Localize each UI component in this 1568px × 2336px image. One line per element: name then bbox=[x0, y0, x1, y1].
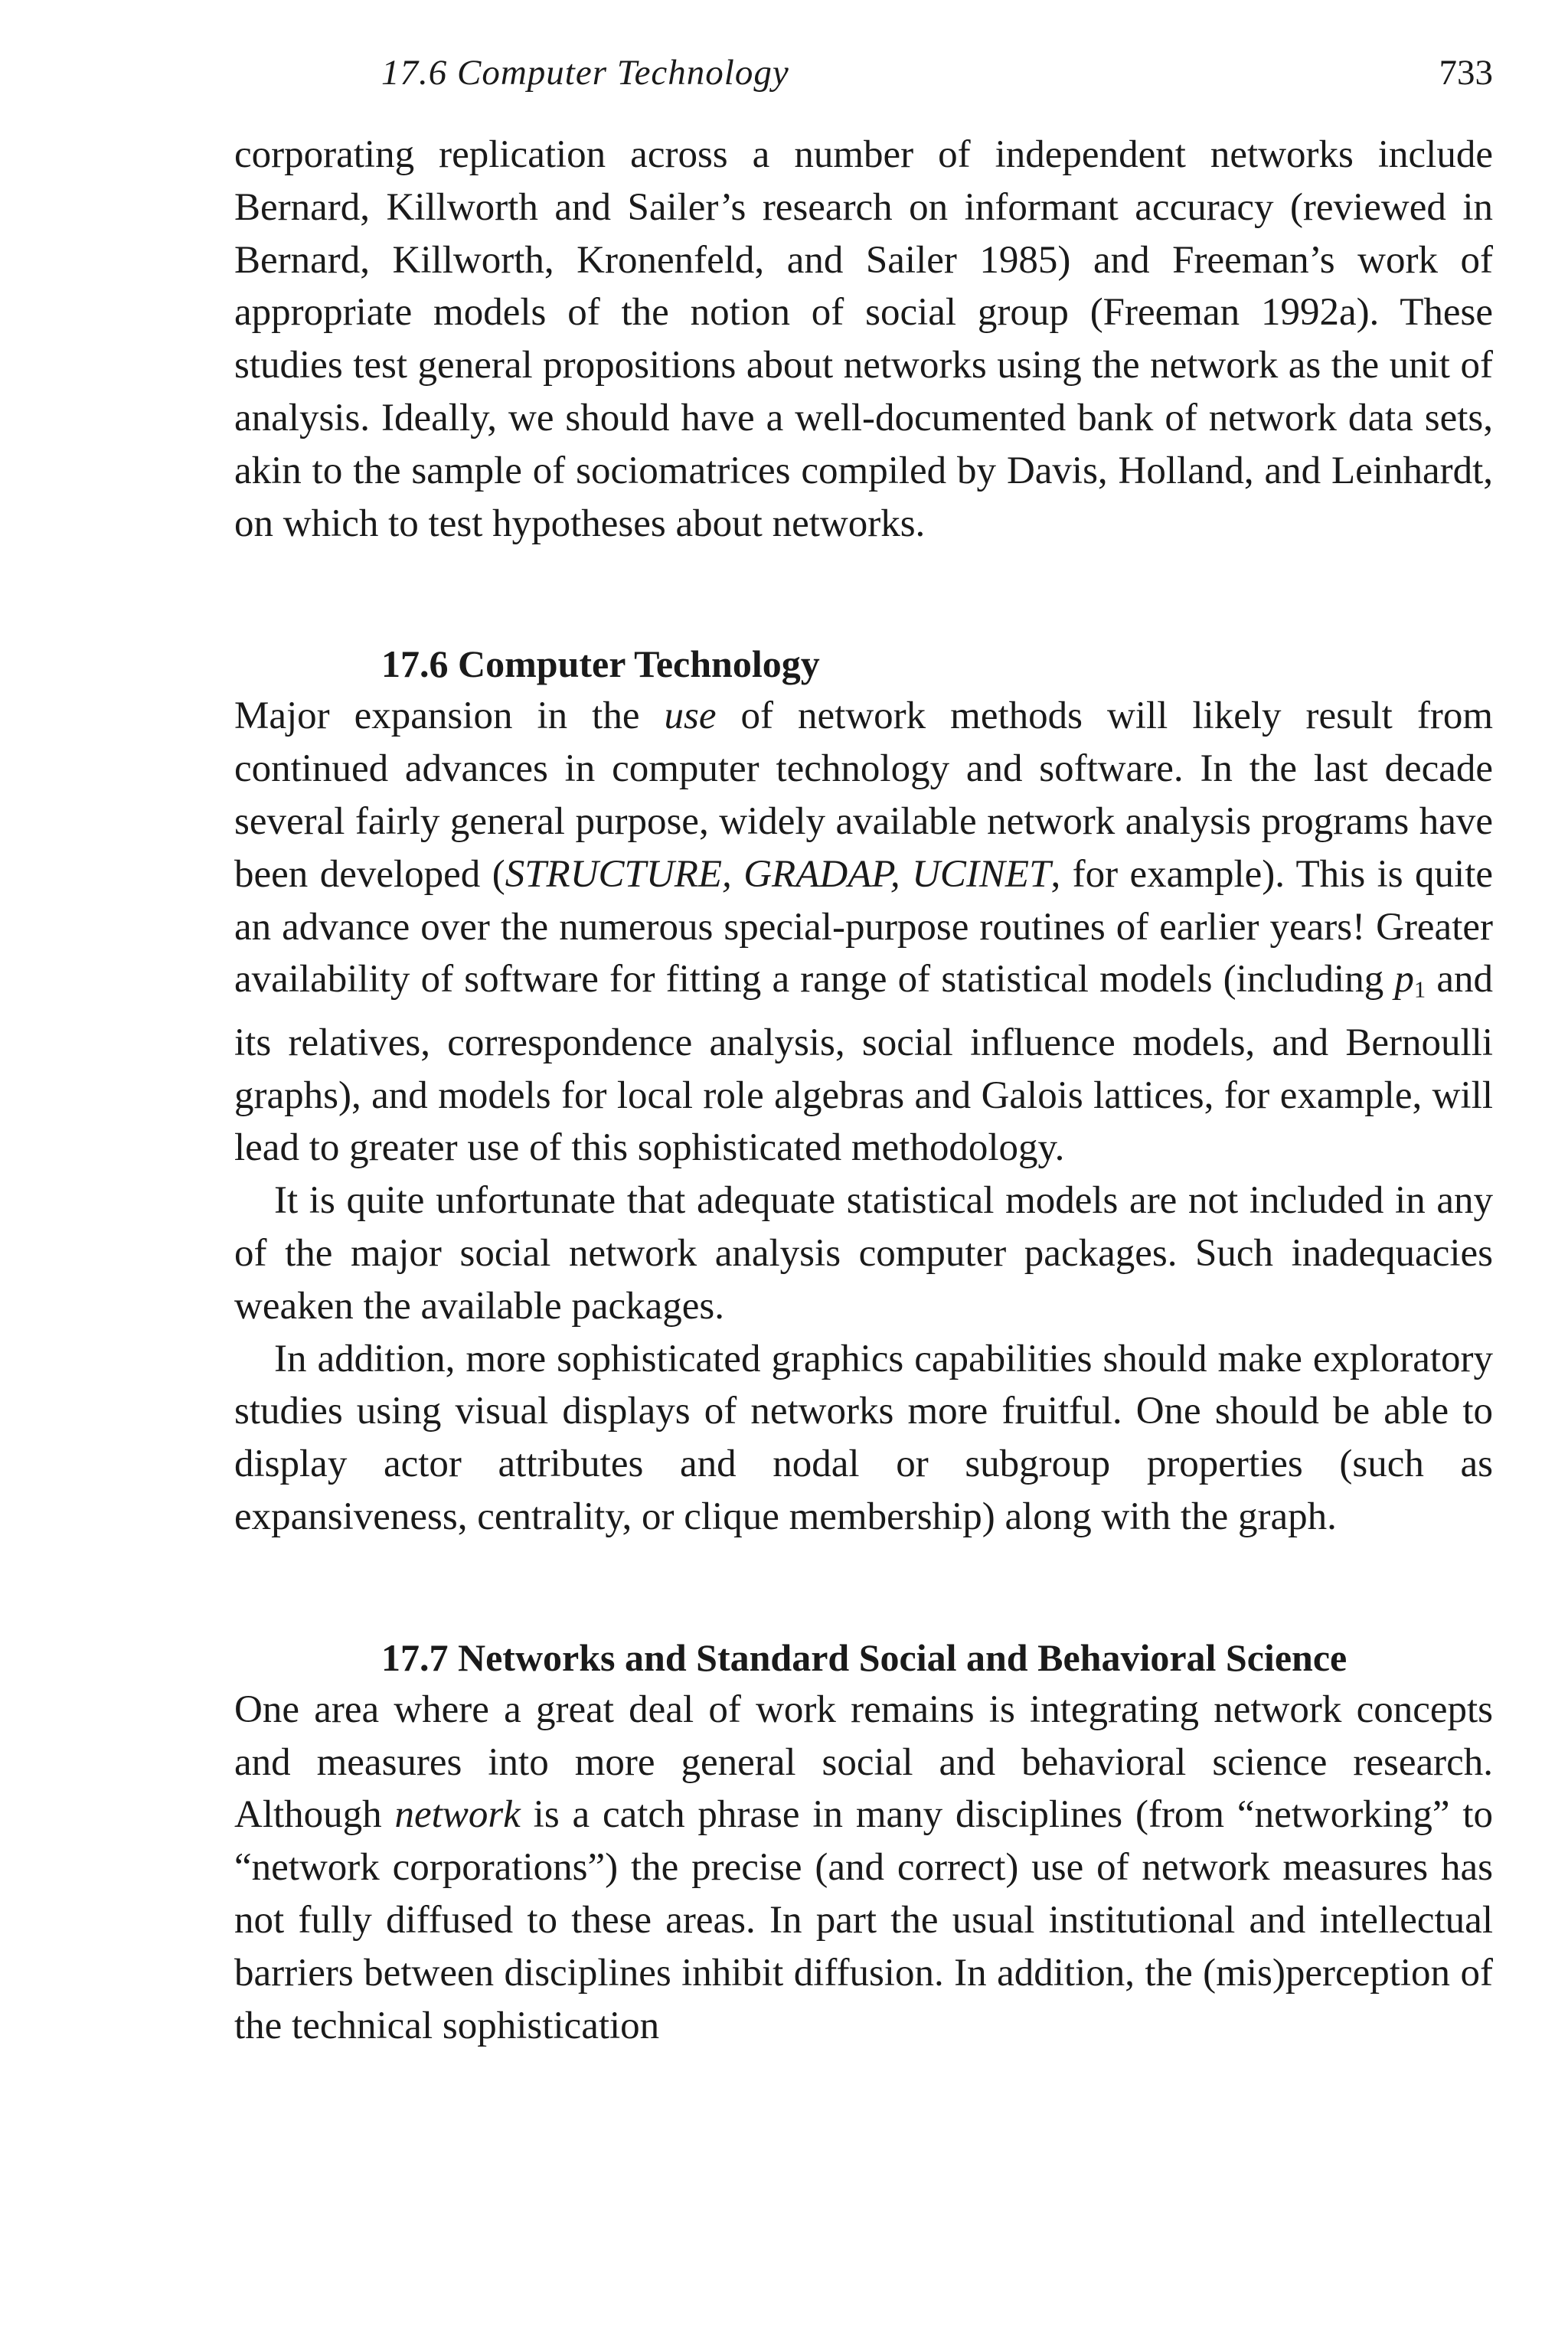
paragraph-text: Major expansion in the bbox=[234, 694, 665, 738]
p1-subscript: 1 bbox=[1413, 977, 1426, 1003]
program-names: STRUCTURE, GRADAP, UCINET bbox=[505, 852, 1051, 896]
section-heading-17-6: 17.6 Computer Technology bbox=[381, 642, 820, 686]
paragraph-text: One area where a great deal of work remains is integrating network concepts and measures into more general social and behavioral science research. Although bbox=[234, 1687, 1493, 1837]
computer-technology-paragraph-1 bbox=[234, 690, 1493, 1175]
emphasis-use: use bbox=[664, 694, 717, 738]
section-heading-17-7: 17.7 Networks and Standard Social and Behavioral Science bbox=[381, 1635, 1348, 1679]
section-gap bbox=[234, 550, 1493, 638]
computer-technology-paragraph-3: In addition, more sophisticated graphics capabilities should make exploratory studies using visual displays of networks more fruitful. One should be able to display actor attributes and nodal or subgroup properties (such as expansiveness, centrality, or clique membership) along with the graph. bbox=[234, 1337, 1493, 1538]
intro-paragraph: corporating replication across a number of independent networks include Bernard, Killworth and Sailer’s research on informant accuracy (reviewed in Bernard, Killworth, Kronenfeld, and Sailer 1985) and Freeman’s work of appropriate models of the notion of social group (Freeman 1992a). These studies test general propositions about networks using the network as the unit of analysis. Ideally, we should have a well-documented bank of network data sets, akin to the sample of sociomatrices compiled by Davis, Holland, and Leinhardt, on which to test hypotheses about networks. bbox=[234, 133, 1493, 545]
computer-technology-paragraph-2: It is quite unfortunate that adequate statistical models are not included in any of the major social network analysis computer packages. Such inadequacies weaken the available packages. bbox=[234, 1179, 1493, 1328]
paragraph-text: , for example). This is quite an advance over the numerous special-purpose routines of earlier years! Greater availability of software for fitting a range of statistical models (including bbox=[234, 852, 1494, 1001]
page-number: 733 bbox=[1439, 53, 1493, 93]
running-header bbox=[234, 52, 1493, 98]
paragraph-text: of network methods will likely result from continued advances in computer technology and software. In the last decade several fairly general purpose, widely available network analysis programs have been developed ( bbox=[234, 694, 1493, 896]
running-title: 17.6 Computer Technology bbox=[381, 53, 789, 93]
book-page bbox=[234, 52, 1493, 2052]
standard-science-paragraph-1 bbox=[234, 1684, 1493, 2053]
section-gap bbox=[234, 1544, 1493, 1632]
paragraph-text: is a catch phrase in many disciplines (from “networking” to “network corporations”) the precise (and correct) use of network measures has not fully diffused to these areas. In part the usual institutional and intellectual barriers between disciplines inhibit diffusion. In addition, the (mis)perception of the technical sophistication bbox=[234, 1793, 1493, 2047]
paragraph-text: and its relatives, correspondence analysis, social influence models, and Bernoulli graphs), and models for local role algebras and Galois lattices, for example, will lead to greater use of this sophisticated methodology. bbox=[234, 958, 1493, 1170]
p1-symbol: p bbox=[1394, 958, 1414, 1001]
emphasis-network: network bbox=[394, 1793, 521, 1837]
